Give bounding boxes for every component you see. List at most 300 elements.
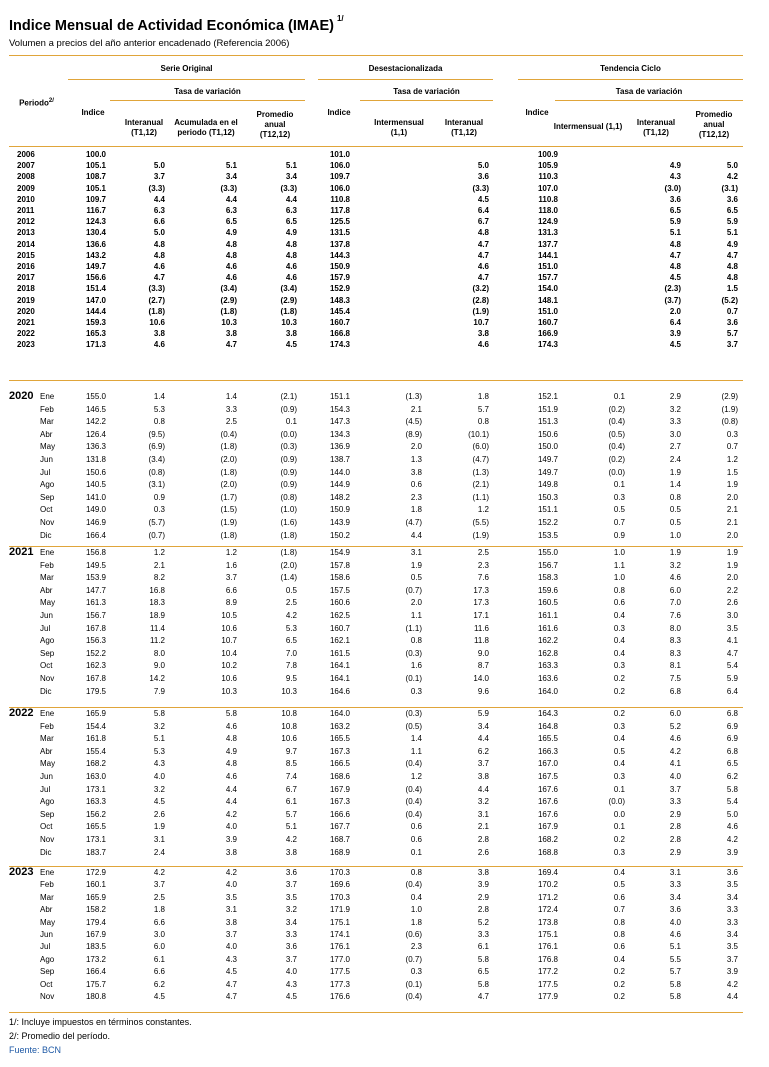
table-cell: 18.3 bbox=[149, 598, 165, 608]
table-cell: 0.8 bbox=[410, 868, 422, 877]
table-cell: 164.6 bbox=[329, 686, 350, 696]
table-cell: 4.4 bbox=[225, 797, 237, 807]
monthly-row bbox=[0, 784, 769, 795]
monthly-row bbox=[0, 954, 769, 965]
table-cell: 140.5 bbox=[85, 480, 106, 490]
table-cell: 4.9 bbox=[669, 161, 681, 171]
table-cell: (0.7) bbox=[405, 585, 422, 595]
table-cell: (8.9) bbox=[405, 429, 422, 439]
table-cell: 147.0 bbox=[85, 295, 106, 305]
table-cell: 17.3 bbox=[473, 598, 489, 608]
table-cell: 131.5 bbox=[329, 228, 350, 238]
table-cell: 6.1 bbox=[285, 797, 297, 807]
table-cell: 166.4 bbox=[85, 530, 106, 540]
table-cell: 162.2 bbox=[537, 636, 558, 646]
table-cell: 158.2 bbox=[85, 905, 106, 915]
table-cell: 176.8 bbox=[537, 954, 558, 964]
monthly-row bbox=[0, 623, 769, 634]
table-cell: (3.4) bbox=[220, 284, 237, 294]
table-cell: 2.8 bbox=[669, 822, 681, 832]
table-cell: (0.5) bbox=[608, 429, 625, 439]
table-cell: 168.2 bbox=[85, 759, 106, 769]
table-cell: 0.5 bbox=[669, 505, 681, 515]
annual-row bbox=[0, 317, 769, 328]
monthly-row bbox=[0, 847, 769, 858]
table-cell: 5.8 bbox=[726, 784, 738, 794]
table-cell: (0.4) bbox=[405, 880, 422, 890]
table-cell: (2.7) bbox=[148, 295, 165, 305]
table-cell: 2.7 bbox=[669, 442, 681, 452]
table-cell: 11.8 bbox=[474, 636, 489, 646]
table-cell: (0.9) bbox=[280, 480, 297, 490]
table-cell: 126.4 bbox=[85, 429, 106, 439]
row-period: Feb bbox=[40, 880, 54, 890]
table-cell: 2.8 bbox=[477, 905, 489, 915]
row-period: Ene bbox=[40, 392, 55, 401]
table-cell: 1.8 bbox=[477, 392, 489, 401]
row-period: 2020 bbox=[17, 306, 35, 316]
table-cell: 10.6 bbox=[281, 734, 297, 744]
row-period: Dic bbox=[40, 530, 52, 540]
table-cell: (3.3) bbox=[472, 183, 489, 193]
monthly-row bbox=[0, 708, 769, 719]
table-cell: 177.5 bbox=[329, 967, 350, 977]
table-cell: 1.2 bbox=[726, 455, 738, 464]
row-period: Dic bbox=[40, 847, 52, 857]
table-cell: 0.2 bbox=[613, 979, 625, 989]
table-cell: (1.4) bbox=[280, 573, 297, 583]
table-cell: 149.5 bbox=[85, 560, 106, 570]
table-cell: 3.9 bbox=[726, 847, 738, 857]
table-cell: 2.5 bbox=[225, 417, 237, 427]
year-label: 2021 bbox=[9, 546, 34, 558]
monthly-row bbox=[0, 547, 769, 558]
rule-desestacionalizada bbox=[318, 79, 493, 80]
header-interanual-3: Interanual (T1,12) bbox=[636, 118, 676, 137]
table-cell: 173.1 bbox=[85, 835, 106, 844]
table-cell: 10.5 bbox=[221, 611, 237, 620]
table-cell: 6.5 bbox=[285, 636, 297, 646]
table-cell: 165.3 bbox=[85, 329, 106, 339]
table-cell: 2.1 bbox=[153, 560, 165, 570]
table-cell: 4.4 bbox=[285, 194, 297, 204]
table-cell: 4.6 bbox=[669, 734, 681, 744]
table-cell: 0.6 bbox=[410, 480, 422, 490]
table-cell: (1.8) bbox=[220, 530, 237, 540]
table-cell: 5.1 bbox=[669, 228, 681, 238]
table-cell: (0.8) bbox=[721, 417, 738, 427]
table-cell: 167.5 bbox=[537, 772, 558, 781]
table-cell: 160.5 bbox=[537, 598, 558, 608]
table-cell: 164.3 bbox=[537, 709, 558, 718]
table-cell: 3.5 bbox=[726, 942, 738, 952]
table-cell: 7.0 bbox=[285, 648, 297, 658]
table-cell: 11.4 bbox=[150, 623, 165, 633]
table-cell: 0.3 bbox=[613, 492, 625, 502]
table-cell: 2.3 bbox=[477, 560, 489, 570]
table-cell: 109.7 bbox=[329, 172, 350, 182]
table-cell: 4.4 bbox=[225, 194, 237, 204]
table-cell: 3.1 bbox=[410, 548, 422, 557]
table-cell: 6.7 bbox=[477, 217, 489, 227]
table-cell: (1.9) bbox=[472, 306, 489, 316]
row-period: May bbox=[40, 598, 56, 608]
table-cell: 3.2 bbox=[477, 797, 489, 807]
annual-row bbox=[0, 261, 769, 272]
table-cell: 3.9 bbox=[477, 880, 489, 890]
rule-tendencia-ciclo bbox=[518, 79, 743, 80]
table-cell: 166.5 bbox=[329, 759, 350, 769]
table-cell: 4.6 bbox=[477, 340, 489, 350]
table-cell: 6.1 bbox=[477, 942, 489, 952]
row-period: Mar bbox=[40, 573, 54, 583]
table-cell: 4.7 bbox=[477, 273, 489, 283]
table-cell: 2.1 bbox=[477, 822, 489, 832]
table-cell: 150.9 bbox=[329, 505, 350, 515]
table-cell: 4.1 bbox=[669, 759, 681, 769]
table-cell: 163.3 bbox=[537, 661, 558, 671]
table-cell: 176.1 bbox=[329, 942, 350, 952]
table-cell: 142.2 bbox=[85, 417, 106, 427]
table-cell: 161.3 bbox=[85, 598, 106, 608]
table-cell: 4.3 bbox=[285, 979, 297, 989]
table-cell: 144.3 bbox=[329, 250, 350, 260]
table-cell: 105.9 bbox=[537, 161, 558, 171]
row-period: Jun bbox=[40, 611, 53, 620]
table-cell: 106.0 bbox=[329, 161, 350, 171]
row-period: 2009 bbox=[17, 183, 35, 193]
table-cell: 167.8 bbox=[85, 674, 106, 683]
table-cell: 161.5 bbox=[329, 648, 350, 658]
table-cell: 3.8 bbox=[477, 772, 489, 781]
table-cell: 183.5 bbox=[85, 942, 106, 952]
source-note: Fuente: BCN bbox=[9, 1045, 62, 1055]
table-cell: 1.8 bbox=[153, 905, 165, 915]
table-cell: 6.5 bbox=[669, 206, 681, 215]
table-cell: (1.8) bbox=[148, 306, 165, 316]
table-cell: 3.7 bbox=[477, 759, 489, 769]
table-cell: 5.0 bbox=[477, 161, 489, 171]
table-cell: 162.5 bbox=[329, 611, 350, 620]
table-cell: 160.7 bbox=[329, 623, 350, 633]
table-cell: 159.6 bbox=[537, 585, 558, 595]
table-cell: (2.0) bbox=[280, 560, 297, 570]
table-cell: 4.0 bbox=[669, 772, 681, 781]
annual-row bbox=[0, 250, 769, 261]
table-cell: 168.2 bbox=[537, 835, 558, 844]
monthly-row bbox=[0, 929, 769, 940]
header-tasa-1: Tasa de variación bbox=[174, 87, 241, 96]
row-period: Sep bbox=[40, 967, 55, 977]
table-cell: 0.3 bbox=[613, 721, 625, 731]
table-cell: 0.1 bbox=[410, 847, 422, 857]
table-cell: 0.2 bbox=[613, 674, 625, 683]
table-cell: 164.1 bbox=[329, 674, 350, 683]
table-cell: 145.4 bbox=[329, 306, 350, 316]
table-cell: 6.7 bbox=[285, 784, 297, 794]
table-cell: (0.9) bbox=[280, 467, 297, 477]
table-cell: 0.3 bbox=[613, 847, 625, 857]
table-cell: 4.8 bbox=[669, 239, 681, 249]
table-cell: 124.3 bbox=[85, 217, 106, 227]
table-cell: 170.2 bbox=[537, 880, 558, 890]
table-cell: 0.9 bbox=[613, 530, 625, 540]
table-cell: 168.9 bbox=[329, 847, 350, 857]
table-cell: 0.5 bbox=[613, 746, 625, 756]
table-cell: 148.3 bbox=[329, 295, 350, 305]
table-cell: (6.0) bbox=[472, 442, 489, 452]
table-cell: 4.2 bbox=[726, 835, 738, 844]
table-cell: 3.8 bbox=[285, 329, 297, 339]
table-cell: 144.9 bbox=[329, 480, 350, 490]
row-period: Sep bbox=[40, 809, 55, 819]
table-cell: 1.0 bbox=[613, 573, 625, 583]
table-cell: 143.2 bbox=[85, 250, 106, 260]
table-cell: 152.9 bbox=[329, 284, 350, 294]
table-cell: 151.1 bbox=[537, 505, 558, 515]
table-cell: 8.2 bbox=[153, 573, 165, 583]
table-cell: 3.4 bbox=[477, 721, 489, 731]
table-cell: 169.6 bbox=[329, 880, 350, 890]
table-cell: 5.0 bbox=[726, 161, 738, 171]
table-cell: 137.8 bbox=[329, 239, 350, 249]
table-cell: 4.8 bbox=[285, 239, 297, 249]
table-cell: 177.9 bbox=[537, 992, 558, 1001]
rule-tasa-2 bbox=[360, 100, 493, 101]
table-cell: 1.9 bbox=[726, 480, 738, 490]
row-period: 2008 bbox=[17, 172, 35, 182]
monthly-row bbox=[0, 454, 769, 465]
table-cell: 1.8 bbox=[410, 505, 422, 515]
table-cell: 8.3 bbox=[669, 636, 681, 646]
monthly-row bbox=[0, 429, 769, 440]
monthly-row bbox=[0, 979, 769, 990]
row-period: Feb bbox=[40, 404, 54, 414]
table-cell: (1.9) bbox=[721, 404, 738, 414]
table-cell: 5.7 bbox=[669, 967, 681, 977]
table-cell: 4.4 bbox=[477, 734, 489, 744]
table-cell: (3.0) bbox=[664, 183, 681, 193]
table-cell: 160.7 bbox=[537, 318, 558, 327]
row-period: Ene bbox=[40, 548, 55, 557]
monthly-row bbox=[0, 941, 769, 952]
table-cell: 5.9 bbox=[477, 709, 489, 718]
table-cell: 1.4 bbox=[225, 392, 237, 401]
monthly-row bbox=[0, 530, 769, 541]
table-cell: (5.2) bbox=[721, 295, 738, 305]
table-cell: 2.5 bbox=[285, 598, 297, 608]
table-cell: 0.3 bbox=[613, 623, 625, 633]
table-cell: 150.2 bbox=[329, 530, 350, 540]
table-cell: 0.1 bbox=[285, 417, 297, 427]
table-cell: 8.3 bbox=[669, 648, 681, 658]
header-interanual-1: Interanual (T1,12) bbox=[124, 118, 164, 137]
table-cell: 183.7 bbox=[85, 847, 106, 857]
monthly-row bbox=[0, 610, 769, 621]
table-cell: 10.7 bbox=[221, 636, 237, 646]
monthly-row bbox=[0, 597, 769, 608]
table-cell: 2.5 bbox=[477, 548, 489, 557]
table-cell: 4.5 bbox=[153, 992, 165, 1001]
table-cell: 4.0 bbox=[153, 772, 165, 781]
table-cell: 4.6 bbox=[285, 262, 297, 271]
header-tendencia-ciclo: Tendencia Ciclo bbox=[600, 64, 661, 73]
row-period: Nov bbox=[40, 835, 55, 844]
monthly-row bbox=[0, 809, 769, 820]
table-cell: 177.5 bbox=[537, 979, 558, 989]
table-cell: 4.2 bbox=[225, 868, 237, 877]
table-cell: 10.7 bbox=[473, 318, 489, 327]
table-cell: 6.0 bbox=[669, 709, 681, 718]
table-cell: (3.2) bbox=[472, 284, 489, 294]
table-cell: 5.8 bbox=[669, 992, 681, 1001]
table-cell: 3.1 bbox=[669, 868, 681, 877]
table-cell: 167.6 bbox=[537, 784, 558, 794]
table-cell: 117.8 bbox=[330, 206, 350, 215]
table-cell: 4.6 bbox=[285, 273, 297, 283]
table-cell: 6.9 bbox=[726, 721, 738, 731]
table-cell: (1.5) bbox=[220, 505, 237, 515]
header-acumulada: Acumulada en el periodo (T1,12) bbox=[174, 118, 238, 137]
table-cell: 165.5 bbox=[537, 734, 558, 744]
table-cell: 4.2 bbox=[726, 979, 738, 989]
table-cell: 1.9 bbox=[153, 822, 165, 832]
table-cell: (0.3) bbox=[405, 709, 422, 718]
table-cell: 150.0 bbox=[537, 442, 558, 452]
table-cell: 155.4 bbox=[85, 746, 106, 756]
monthly-row bbox=[0, 635, 769, 646]
table-cell: (9.5) bbox=[148, 429, 165, 439]
table-cell: 110.8 bbox=[330, 194, 350, 204]
row-period: Feb bbox=[40, 721, 54, 731]
table-cell: 100.9 bbox=[537, 150, 558, 159]
table-cell: 5.3 bbox=[153, 404, 165, 414]
table-cell: 173.8 bbox=[537, 917, 558, 927]
monthly-row bbox=[0, 771, 769, 782]
table-cell: 5.8 bbox=[477, 979, 489, 989]
annual-row bbox=[0, 183, 769, 194]
table-cell: (0.8) bbox=[280, 492, 297, 502]
table-cell: 166.9 bbox=[537, 329, 558, 339]
table-cell: 0.2 bbox=[613, 835, 625, 844]
table-cell: 0.5 bbox=[669, 518, 681, 527]
row-period: 2021 bbox=[17, 318, 35, 327]
row-period: May bbox=[40, 759, 56, 769]
table-cell: 171.2 bbox=[537, 892, 558, 902]
monthly-row bbox=[0, 867, 769, 878]
row-period: 2010 bbox=[17, 194, 35, 204]
table-cell: (3.3) bbox=[220, 183, 237, 193]
monthly-row bbox=[0, 391, 769, 402]
table-cell: 3.4 bbox=[726, 930, 738, 939]
row-period: Ene bbox=[40, 868, 55, 877]
table-cell: 6.8 bbox=[726, 709, 738, 718]
monthly-row bbox=[0, 572, 769, 583]
table-cell: 4.7 bbox=[225, 979, 237, 989]
table-cell: 151.9 bbox=[537, 404, 558, 414]
header-promedio-1: Promedio anual (T12,12) bbox=[256, 110, 294, 139]
table-cell: 7.5 bbox=[669, 674, 681, 683]
table-cell: 131.3 bbox=[537, 228, 558, 238]
row-period: Abr bbox=[40, 905, 53, 915]
table-cell: 1.2 bbox=[410, 772, 422, 781]
table-cell: 5.7 bbox=[477, 404, 489, 414]
table-cell: 4.6 bbox=[225, 262, 237, 271]
row-period: Nov bbox=[40, 674, 55, 683]
table-cell: 10.8 bbox=[281, 721, 297, 731]
table-cell: 6.5 bbox=[285, 217, 297, 227]
table-cell: 100.0 bbox=[85, 150, 106, 159]
table-cell: 155.0 bbox=[85, 392, 106, 401]
monthly-row bbox=[0, 746, 769, 757]
table-cell: 0.7 bbox=[613, 905, 625, 915]
table-cell: (2.9) bbox=[721, 392, 738, 401]
table-cell: 162.1 bbox=[329, 636, 350, 646]
table-cell: 3.6 bbox=[726, 318, 738, 327]
table-cell: 174.3 bbox=[537, 340, 558, 350]
table-cell: 6.3 bbox=[153, 206, 165, 215]
table-cell: 4.2 bbox=[669, 746, 681, 756]
table-cell: 2.3 bbox=[410, 942, 422, 952]
row-period: 2014 bbox=[17, 239, 35, 249]
monthly-row bbox=[0, 660, 769, 671]
table-cell: 148.2 bbox=[329, 492, 350, 502]
table-cell: 6.6 bbox=[153, 217, 165, 227]
monthly-row bbox=[0, 404, 769, 415]
rule-tasa-1 bbox=[110, 100, 305, 101]
table-cell: 171.9 bbox=[329, 905, 350, 915]
table-cell: 4.4 bbox=[225, 784, 237, 794]
table-cell: (0.4) bbox=[608, 442, 625, 452]
table-cell: 0.8 bbox=[613, 585, 625, 595]
table-cell: 7.6 bbox=[669, 611, 681, 620]
table-cell: 165.9 bbox=[85, 892, 106, 902]
footnote-1: 1/: Incluye impuestos en términos constantes. bbox=[9, 1017, 192, 1027]
monthly-row bbox=[0, 892, 769, 903]
table-cell: 157.5 bbox=[329, 585, 350, 595]
table-cell: 167.8 bbox=[85, 623, 106, 633]
table-cell: 10.6 bbox=[149, 318, 165, 327]
table-cell: 4.7 bbox=[477, 239, 489, 249]
table-cell: 0.6 bbox=[613, 892, 625, 902]
row-period: Mar bbox=[40, 734, 54, 744]
table-cell: (3.3) bbox=[280, 183, 297, 193]
table-cell: 3.7 bbox=[153, 880, 165, 890]
table-cell: 9.0 bbox=[153, 661, 165, 671]
table-cell: 5.5 bbox=[669, 954, 681, 964]
table-cell: 0.4 bbox=[613, 734, 625, 744]
table-cell: 3.7 bbox=[285, 880, 297, 890]
table-cell: 165.9 bbox=[85, 709, 106, 718]
table-cell: 0.2 bbox=[613, 992, 625, 1001]
row-period: 2011 bbox=[17, 206, 35, 215]
table-cell: 161.1 bbox=[537, 611, 558, 620]
table-cell: 0.2 bbox=[613, 686, 625, 696]
table-cell: 4.9 bbox=[225, 228, 237, 238]
table-cell: 156.7 bbox=[537, 560, 558, 570]
table-cell: 4.5 bbox=[669, 273, 681, 283]
table-cell: 1.1 bbox=[410, 746, 422, 756]
table-cell: 4.8 bbox=[726, 273, 738, 283]
table-cell: 144.1 bbox=[537, 250, 558, 260]
table-cell: 16.8 bbox=[149, 585, 165, 595]
table-cell: 4.4 bbox=[726, 992, 738, 1001]
annual-row bbox=[0, 171, 769, 182]
monthly-row bbox=[0, 733, 769, 744]
table-cell: (10.1) bbox=[468, 429, 489, 439]
table-cell: 169.4 bbox=[537, 868, 558, 877]
table-cell: 167.9 bbox=[537, 822, 558, 832]
